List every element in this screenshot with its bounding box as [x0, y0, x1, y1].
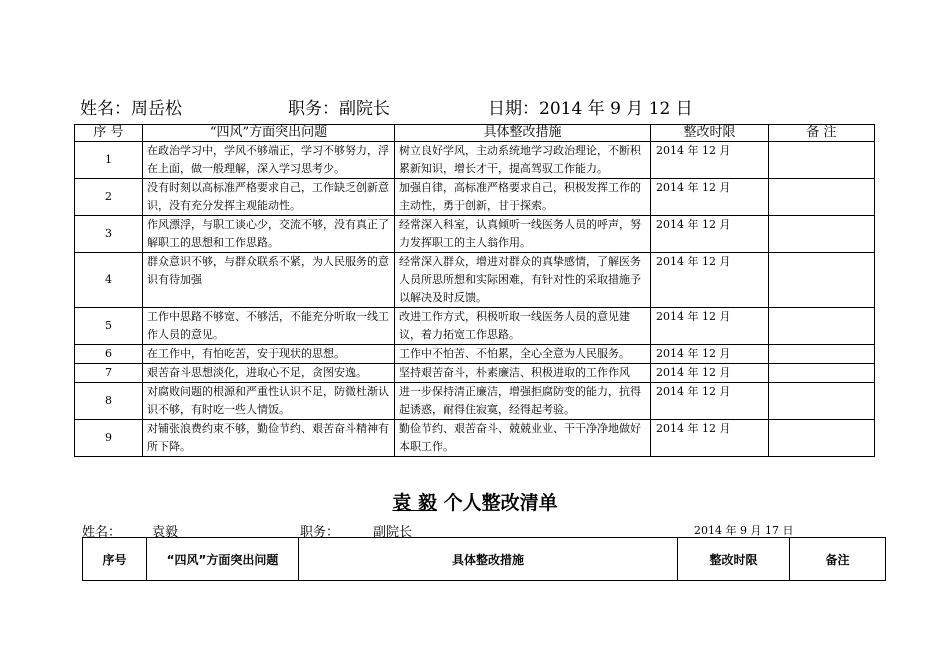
col-header-note: 备注	[790, 538, 886, 581]
rectification-table-1	[74, 124, 875, 457]
measure-cell: 树立良好学风，主动系统地学习政治理论，不断积累新知识，增长才干，提高驾驭工作能力。	[395, 142, 651, 179]
note-cell	[769, 383, 875, 420]
table-row	[75, 420, 875, 457]
deadline-cell: 2014 年 12 月	[651, 308, 769, 345]
problem-cell: 艰苦奋斗思想淡化，进取心不足，贪图安逸。	[143, 364, 395, 383]
col-header-note: 备 注	[769, 125, 875, 142]
problem-cell: 对铺张浪费约束不够，勤俭节约、艰苦奋斗精神有所下降。	[143, 420, 395, 457]
row-number: 5	[75, 308, 143, 345]
measure-cell: 进一步保持清正廉洁，增强拒腐防变的能力，抗得起诱惑，耐得住寂寞，经得起考验。	[395, 383, 651, 420]
note-cell	[769, 179, 875, 216]
measure-cell: 勤俭节约、艰苦奋斗、兢兢业业、干干净净地做好本职工作。	[395, 420, 651, 457]
measure-cell: 经常深入群众，增进对群众的真挚感情，了解医务人员所思所想和实际困难，有针对性的采取措施予以解决及时反馈。	[395, 253, 651, 308]
rectification-table-2	[82, 537, 886, 581]
table-row	[75, 345, 875, 364]
col-header-deadline: 整改时限	[651, 125, 769, 142]
table-row	[75, 179, 875, 216]
deadline-cell: 2014 年 12 月	[651, 420, 769, 457]
measure-cell: 工作中不怕苦、不怕累，全心全意为人民服务。	[395, 345, 651, 364]
measure-cell: 经常深入科室，认真倾听一线医务人员的呼声，努力发挥职工的主人翁作用。	[395, 216, 651, 253]
col-header-problem: “四风”方面突出问题	[147, 538, 299, 581]
col-header-measure: 具体整改措施	[299, 538, 678, 581]
note-cell	[769, 420, 875, 457]
table-row	[75, 253, 875, 308]
problem-cell: 工作中思路不够宽、不够活，不能充分听取一线工作人员的意见。	[143, 308, 395, 345]
table-row	[75, 383, 875, 420]
measure-cell: 坚持艰苦奋斗，朴素廉洁、积极进取的工作作风	[395, 364, 651, 383]
note-cell	[769, 364, 875, 383]
col-header-no: 序号	[83, 538, 147, 581]
position-field: 职务：副院长	[288, 99, 390, 119]
row-number: 6	[75, 345, 143, 364]
row-number: 4	[75, 253, 143, 308]
col-header-deadline: 整改时限	[678, 538, 790, 581]
position-value-2: 副院长	[373, 525, 413, 540]
deadline-cell: 2014 年 12 月	[651, 179, 769, 216]
title-text: 个人整改清单	[437, 492, 558, 514]
deadline-cell: 2014 年 12 月	[651, 253, 769, 308]
note-cell	[769, 345, 875, 364]
section-2-title	[0, 488, 950, 515]
problem-cell: 没有时刻以高标准严格要求自己，工作缺乏创新意识，没有充分发挥主观能动性。	[143, 179, 395, 216]
title-person-name: 袁 毅	[392, 492, 437, 514]
row-number: 9	[75, 420, 143, 457]
problem-cell: 群众意识不够，与群众联系不紧，为人民服务的意识有待加强	[143, 253, 395, 308]
problem-cell: 在工作中，有怕吃苦，安于现状的思想。	[143, 345, 395, 364]
name-value-2: 袁毅	[152, 525, 179, 540]
note-cell	[769, 216, 875, 253]
row-number: 8	[75, 383, 143, 420]
name-label-2: 姓名：	[82, 525, 122, 540]
deadline-cell: 2014 年 12 月	[651, 364, 769, 383]
measure-cell: 加强自律，高标准严格要求自己，积极发挥工作的主动性，勇于创新，甘于探索。	[395, 179, 651, 216]
deadline-cell: 2014 年 12 月	[651, 216, 769, 253]
deadline-cell: 2014 年 12 月	[651, 345, 769, 364]
col-header-measure: 具体整改措施	[395, 125, 651, 142]
col-header-no: 序 号	[75, 125, 143, 142]
date-field-2: 2014 年 9 月 17 日	[694, 524, 794, 537]
problem-cell: 对腐败问题的根源和严重性认识不足，防微杜渐认识不够，有时吃一些人情饭。	[143, 383, 395, 420]
note-cell	[769, 253, 875, 308]
position-label-2: 职务：	[300, 525, 340, 540]
table-row	[75, 308, 875, 345]
note-cell	[769, 142, 875, 179]
note-cell	[769, 308, 875, 345]
table-row	[75, 216, 875, 253]
row-number: 2	[75, 179, 143, 216]
problem-cell: 在政治学习中，学风不够端正，学习不够努力，浮在上面，做一般理解，深入学习思考少。	[143, 142, 395, 179]
row-number: 1	[75, 142, 143, 179]
col-header-problem: “四风”方面突出问题	[143, 125, 395, 142]
deadline-cell: 2014 年 12 月	[651, 142, 769, 179]
problem-cell: 作风漂浮，与职工谈心少，交流不够，没有真正了解职工的思想和工作思路。	[143, 216, 395, 253]
name-field: 姓名：周岳松	[80, 99, 182, 119]
table-row	[75, 364, 875, 383]
table-row	[75, 142, 875, 179]
table-header-row	[83, 538, 886, 581]
deadline-cell: 2014 年 12 月	[651, 383, 769, 420]
row-number: 3	[75, 216, 143, 253]
table-header-row	[75, 125, 875, 142]
date-field: 日期：2014 年 9 月 12 日	[488, 99, 693, 119]
row-number: 7	[75, 364, 143, 383]
measure-cell: 改进工作方式，积极听取一线医务人员的意见建议，着力拓宽工作思路。	[395, 308, 651, 345]
